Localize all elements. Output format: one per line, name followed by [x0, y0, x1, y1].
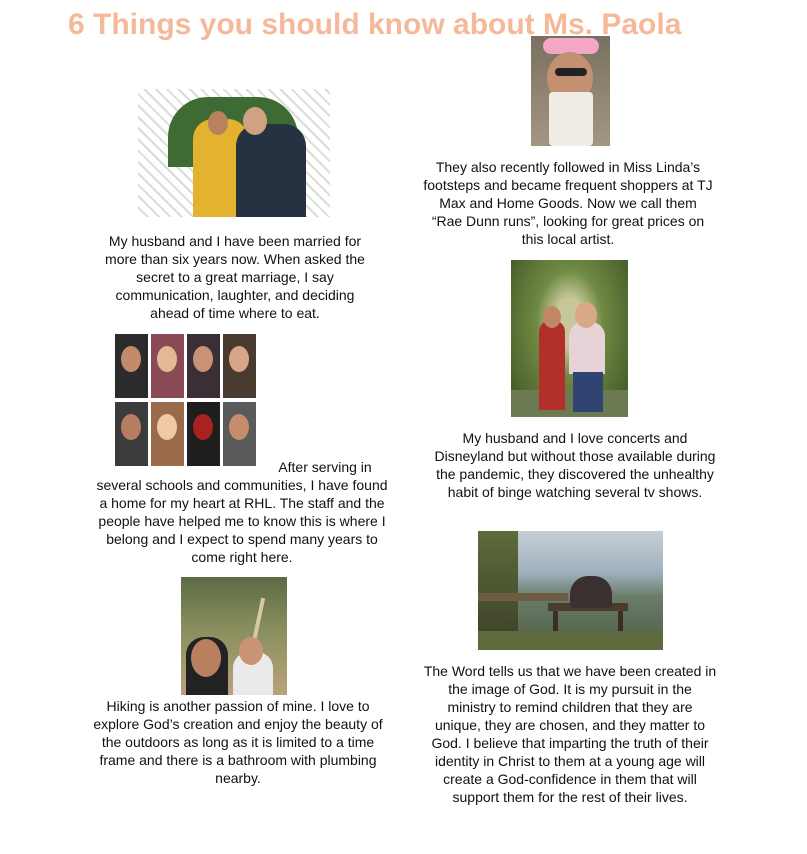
- hiking-paragraph: Hiking is another passion of mine. I love to explore God’s creation and enjoy the beauty of the outdoors as long as it is limited to a time frame and there is a bathroom with plumbing nearby.: [93, 698, 383, 786]
- hiking-selfie-photo: [181, 577, 287, 695]
- concerts-paragraph: My husband and I love concerts and Disneyland but without those available during the pandemic, they discovered the unhealthy habit of binge watching several tv shows.: [434, 430, 716, 500]
- mug-selfie-photo: [531, 36, 610, 146]
- couple-garden-arch-photo: [511, 260, 628, 417]
- rhl-paragraph-text: After serving in several schools and communities, I have found a home for my heart at RHL. The staff and the people have helped me to know this is where I belong and I expect to spend many years to come right here.: [96, 459, 388, 565]
- page-title: 6 Things you should know about Ms. Paola: [68, 8, 682, 41]
- couple-gazebo-photo: [138, 89, 330, 217]
- rae-dunn-paragraph: They also recently followed in Miss Linda’s footsteps and became frequent shoppers at TJ Max and Home Goods. Now we call them “Rae Dunn runs”, looking for great prices on this local artist.: [423, 159, 713, 247]
- rhl-paragraph: [92, 458, 392, 566]
- married-paragraph: My husband and I have been married for more than six years now. When asked the secret to a great marriage, I say communication, laughter, and deciding ahead of time where to eat.: [105, 233, 365, 321]
- ministry-paragraph: The Word tells us that we have been created in the image of God. It is my pursuit in the ministry to remind children that they are unique, they are chosen, and they matter to God. I believe that imparting the truth of their identity in Christ to them at a young age will create a God-confidence in them that will support them for the rest of their lives.: [423, 663, 717, 805]
- couple-lake-bench-photo: [478, 531, 663, 650]
- avatar-collage-photo: [115, 334, 257, 468]
